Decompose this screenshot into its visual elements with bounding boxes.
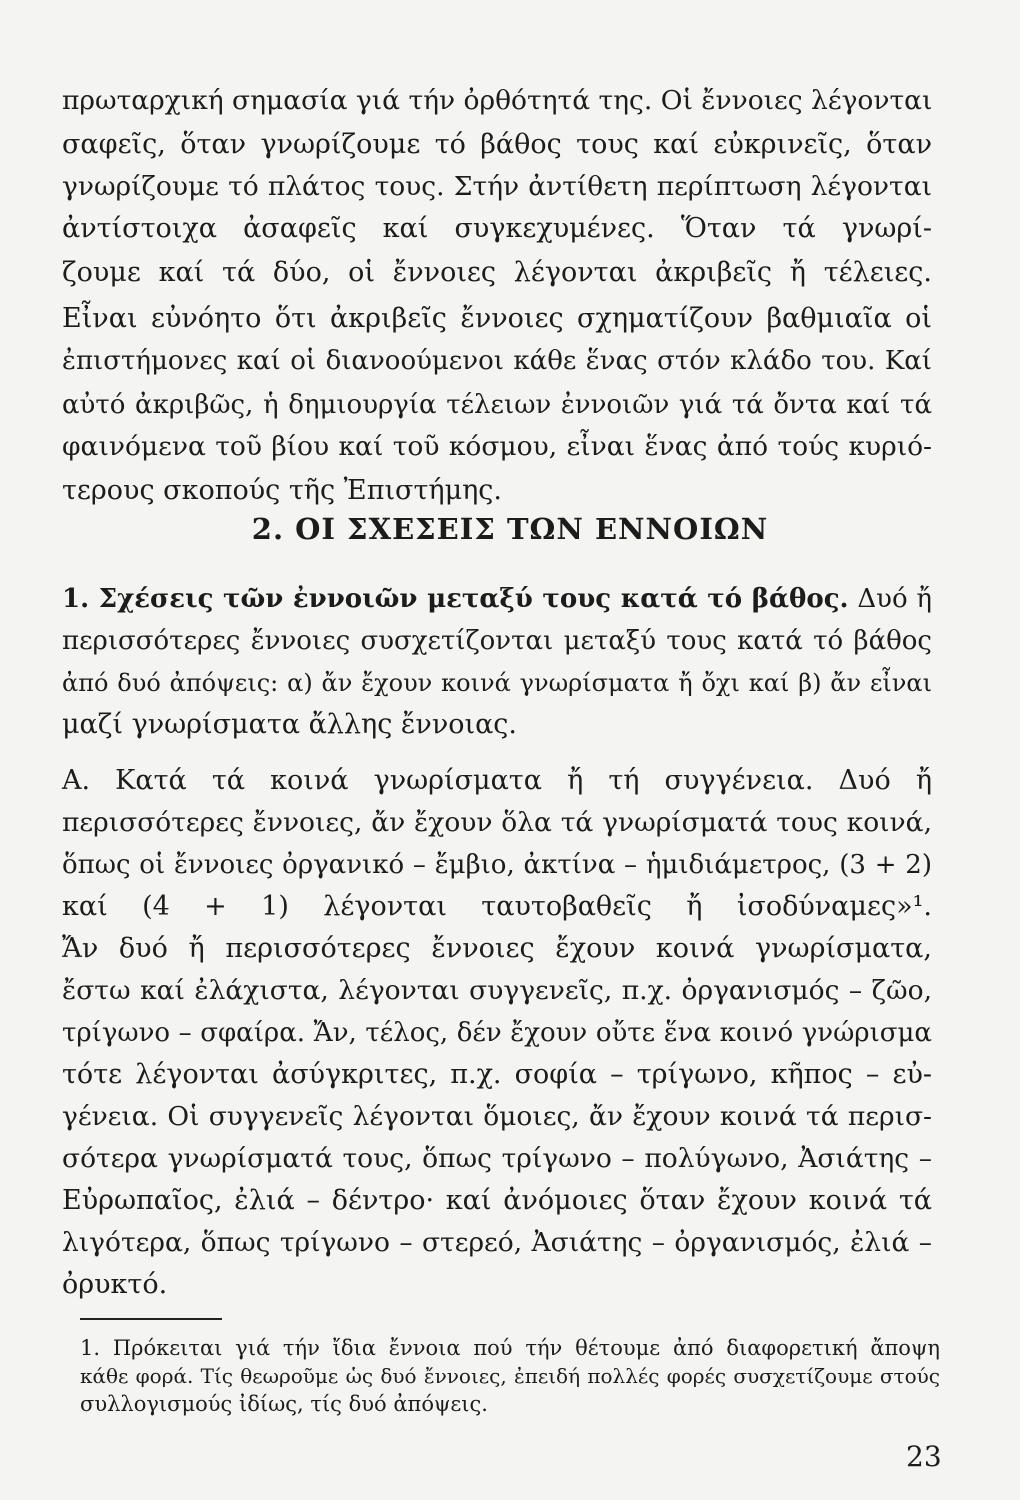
- text-line: ζουμε καί τά δύο, οἱ ἔννοιες λέγονται ἀκριβεῖς ἤ τέλειες.: [62, 257, 932, 288]
- text-line: Ἄν δυό ἤ περισσότερες ἔννοιες ἔχουν κοινά γνωρίσματα,: [62, 933, 932, 964]
- subsection-title: 1. Σχέσεις τῶν ἐννοιῶν μεταξύ τους κατά τό βάθος.: [62, 584, 849, 614]
- subsection-first-line: [62, 582, 932, 616]
- text-line: αὐτό ἀκριβῶς, ἡ δημιουργία τέλειων ἐννοιῶν γιά τά ὄντα καί τά: [62, 390, 932, 420]
- footnote-line: κάθε φορά. Τίς θεωροῦμε ὡς δυό ἔννοιες, ἐπειδή πολλές φορές συσχετίζουμε στούς: [80, 1364, 940, 1388]
- footnote-rule: [80, 1318, 222, 1320]
- text-line: φαινόμενα τοῦ βίου καί τοῦ κόσμου, εἶναι ἕνας ἀπό τούς κυριό-: [62, 431, 932, 462]
- text-line: ἀντίστοιχα ἀσαφεῖς καί συγκεχυμένες. Ὅταν τά γνωρί-: [62, 213, 932, 244]
- footnote-line: συλλογισμούς ἰδίως, τίς δυό ἀπόψεις.: [80, 1392, 488, 1416]
- text-line: τότε λέγονται ἀσύγκριτες, π.χ. σοφία – τρίγωνο, κῆπος – εὐ-: [62, 1059, 932, 1090]
- text-line: ἀπό δυό ἀπόψεις: α) ἄν ἔχουν κοινά γνωρίσματα ἤ ὄχι καί β) ἄν εἶναι: [62, 669, 932, 697]
- text-line: Εὐρωπαῖος, ἐλιά – δέντρο· καί ἀνόμοιες ὅταν ἔχουν κοινά τά: [62, 1185, 932, 1216]
- text-line: μαζί γνωρίσματα ἄλλης ἔννοιας.: [62, 709, 518, 740]
- page-number: 23: [906, 1440, 942, 1473]
- text-line: λιγότερα, ὅπως τρίγωνο – στερεό, Ἀσιάτης – ὀργανισμός, ἐλιά –: [62, 1227, 932, 1258]
- text-line: ὀρυκτό.: [62, 1269, 168, 1300]
- footnote-line: 1. Πρόκειται γιά τήν ἴδια ἔννοια πού τήν θέτουμε ἀπό διαφορετική ἄποψη: [80, 1336, 940, 1360]
- text-line: περισσότερες ἔννοιες συσχετίζονται μεταξύ τους κατά τό βάθος: [62, 626, 932, 656]
- text-line: ὅπως οἱ ἔννοιες ὀργανικό – ἔμβιο, ἀκτίνα – ἡμιδιάμετρος, (3 + 2): [62, 850, 932, 880]
- text-line: σαφεῖς, ὅταν γνωρίζουμε τό βάθος τους καί εὐκρινεῖς, ὅταν: [62, 129, 932, 160]
- section-heading: 2. ΟΙ ΣΧΕΣΕΙΣ ΤΩΝ ΕΝΝΟΙΩΝ: [251, 512, 769, 546]
- text-line: σότερα γνωρίσματά τους, ὅπως τρίγωνο – πολύγωνο, Ἀσιάτης –: [62, 1143, 932, 1174]
- text-line: ἔστω καί ἐλάχιστα, λέγονται συγγενεῖς, π.χ. ὀργανισμός – ζῶο,: [62, 975, 932, 1006]
- text-line: πρωταρχική σημασία γιά τήν ὀρθότητά της. Οἱ ἔννοιες λέγονται: [62, 85, 933, 116]
- text-line: γνωρίζουμε τό πλάτος τους. Στήν ἀντίθετη περίπτωση λέγονται: [62, 171, 932, 202]
- text-line: γένεια. Οἱ συγγενεῖς λέγονται ὅμοιες, ἄν ἔχουν κοινά τά περισ-: [62, 1101, 932, 1132]
- text-line: καί (4 + 1) λέγονται ταυτοβαθεῖς ἤ ἰσοδύναμες»¹.: [62, 891, 932, 922]
- text-line: Εἶναι εὐνόητο ὅτι ἀκριβεῖς ἔννοιες σχηματίζουν βαθμιαῖα οἱ: [62, 303, 932, 334]
- subsection-text: Δυό ἤ: [848, 584, 932, 614]
- text-line: Α. Κατά τά κοινά γνωρίσματα ἤ τή συγγένεια. Δυό ἤ: [62, 765, 932, 796]
- text-line: ἐπιστήμονες καί οἱ διανοούμενοι κάθε ἕνας στόν κλάδο του. Καί: [62, 346, 932, 376]
- text-line: περισσότερες ἔννοιες, ἄν ἔχουν ὅλα τά γνωρίσματά τους κοινά,: [62, 807, 932, 838]
- text-line: τρίγωνο – σφαίρα. Ἄν, τέλος, δέν ἔχουν οὔτε ἕνα κοινό γνώρισμα: [62, 1018, 932, 1048]
- text-line: τερους σκοπούς τῆς Ἐπιστήμης.: [62, 475, 503, 506]
